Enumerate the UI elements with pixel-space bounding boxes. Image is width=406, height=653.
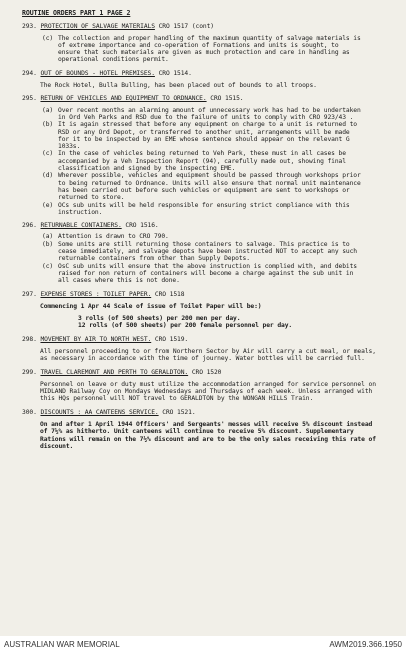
section-297-heading: [22, 291, 398, 298]
section-number: 294.: [22, 69, 37, 77]
section-293: [12, 23, 398, 63]
section-number: 293.: [22, 23, 37, 31]
section-title: RETURN OF VEHICLES AND EQUIPMENT TO ORDNANCE.: [40, 95, 207, 103]
list-item: (b) It is again stressed that before any equipment on charge to a unit is returned to RSD or any Ord Depot, or transferred to another unit, arrangements will be made for it to be inspected by an EME whose sentence should appear on the relevant G 1033s.: [42, 121, 357, 151]
section-ref: CRO 1519.: [151, 335, 189, 343]
section-number: 300.: [22, 408, 37, 416]
section-295: [12, 95, 398, 216]
routine-orders-page: [12, 0, 398, 636]
issue-scale: [78, 315, 398, 330]
section-299: [12, 369, 398, 403]
list-item: (a) Attention is drawn to CRO 790.: [42, 233, 169, 241]
section-title: RETURNABLE CONTAINERS.: [40, 222, 122, 230]
list-item: (b) Some units are still returning those containers to salvage. This practice is to cease immediately, and salvage depots have been instructed NOT to accept any such returnable containers from other than Supply Depots.: [42, 240, 357, 263]
section-ref: CRO 1518: [151, 290, 185, 298]
section-295-heading: [22, 95, 398, 102]
section-ref: CRO 1515.: [206, 95, 244, 103]
section-number: 298.: [22, 335, 37, 343]
section-300: [12, 409, 398, 450]
section-ref: CRO 1520: [188, 368, 222, 376]
section-294-heading: [22, 70, 398, 77]
section-ref: CRO 1517 (cont): [154, 23, 214, 31]
section-body: All personnel proceeding to or from Northern Sector by Air will carry a cut meal, or meals, as necessary in accordance with the time of journey. Water bottles will be carried full.: [40, 347, 376, 363]
section-300-heading: [22, 409, 398, 416]
section-294: [12, 70, 398, 90]
section-number: 296.: [22, 222, 37, 230]
section-298-heading: [22, 336, 398, 343]
section-297: [12, 291, 398, 330]
list-item: (c) In the case of vehicles being returned to Veh Park, these must in all cases be accompanied by a Veh Inspection Report (94), carefully made out, showing final classification and signed by the inspecting EME.: [42, 150, 346, 173]
section-296: [12, 222, 398, 284]
section-number: 295.: [22, 95, 37, 103]
section-299-heading: [22, 369, 398, 376]
page-header: ROUTINE ORDERS PART 1 PAGE 2: [22, 9, 131, 17]
section-title: MOVEMENT BY AIR TO NORTH WEST.: [40, 335, 152, 343]
list-item: (a) Over recent months an alarming amount of unnecessary work has had to be undertaken in Ord Veh Parks and RSD due to the failure of units to comply with CRO 923/43 .: [42, 106, 361, 121]
list-item: (c) The collection and proper handling of the maximum quantity of salvage materials is of extreme importance and co-operation of Formations and units is sought, to ensure that such materials are given as much protection and care in handling as operational conditions permit.: [42, 34, 361, 64]
scale-line-men: 3 rolls (of 500 sheets) per 200 men per day.: [78, 315, 241, 323]
list-item: (e) OCs sub units will be held responsible for ensuring strict compliance with this instruction.: [42, 201, 350, 216]
section-298: [12, 336, 398, 363]
footer-institution: AUSTRALIAN WAR MEMORIAL: [4, 640, 120, 649]
section-title: EXPENSE STORES : TOILET PAPER.: [40, 290, 152, 298]
section-title: DISCOUNTS : AA CANTEENS SERVICE.: [40, 408, 159, 416]
list-item: (c) OsC sub units will ensure that the above instruction is complied with, and debits raised for non return of containers will become a charge against the sub unit in all cases where this is not done.: [42, 262, 357, 285]
section-ref: CRO 1521.: [158, 408, 196, 416]
section-body: Personnel on leave or duty must utilize the accommodation arranged for service personnel on MIDLAND Railway Coy on Mondays Wednesdays and Thursdays of each week. Unless arranged with this HQs personnel will NOT travel to GERALDTON by the WONGAN HILLS Train.: [40, 380, 376, 403]
scale-line-female: 12 rolls (of 500 sheets) per 200 female personnel per day.: [78, 322, 293, 330]
section-title: PROTECTION OF SALVAGE MATERIALS: [40, 23, 155, 31]
section-number: 299.: [22, 368, 37, 376]
section-number: 297.: [22, 290, 37, 298]
archive-footer: [0, 636, 406, 653]
list-item: (d) Wherever possible, vehicles and equipment should be passed through workshops prior to being returned to Ordnance. Units will also ensure that normal unit maintenance has been carried out before such vehicles or equipment are sent to workshops or returned to store.: [42, 172, 361, 202]
section-title: TRAVEL CLAREMONT AND PERTH TO GERALDTON.: [40, 368, 189, 376]
section-ref: CRO 1514.: [154, 69, 192, 77]
section-296-heading: [22, 222, 398, 229]
section-body: Commencing 1 Apr 44 Scale of issue of Toilet Paper will be:): [40, 302, 262, 310]
footer-accession-number: AWM2019.366.1950: [329, 640, 402, 649]
section-ref: CRO 1516.: [121, 222, 159, 230]
section-body: The Rock Hotel, Bulla Bulling, has been placed out of bounds to all troops.: [40, 82, 317, 90]
section-body: On and after 1 April 1944 Officers' and Sergeants' messes will receive 5% discount instead of 7½% as hitherto. Unit canteens will continue to receive 5% discount. Supplementary Rations will remain on the 7½% discount and are to be the only sales receiving this rate of discount.: [40, 421, 376, 450]
section-293-heading: [22, 23, 398, 30]
section-title: OUT OF BOUNDS - HOTEL PREMISES.: [40, 69, 155, 77]
